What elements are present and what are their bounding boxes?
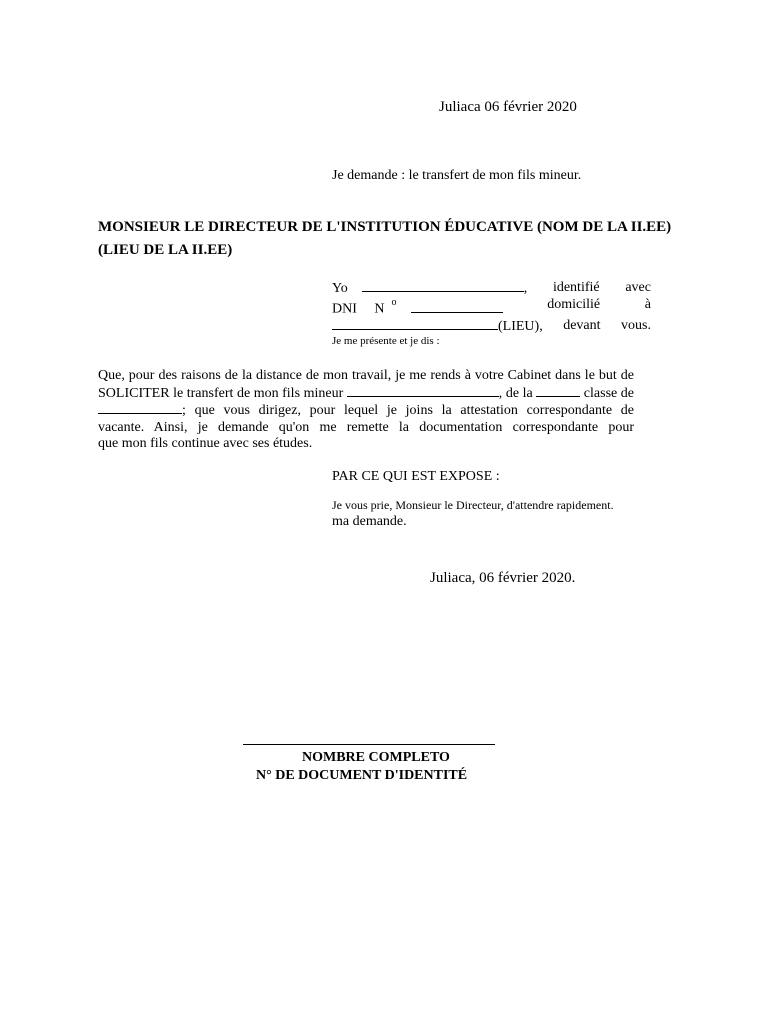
header-date: Juliaca 06 février 2020	[439, 99, 577, 115]
domicilie-label: domicilié	[547, 297, 601, 312]
lieu-label: (LIEU),	[498, 318, 543, 334]
address-blank	[332, 318, 498, 330]
body-line-2: SOLICITER le transfert de mon fils mineur , de la classe de	[98, 385, 634, 401]
identity-block	[332, 280, 651, 348]
body-line-4: vacante. Ainsi, je demande qu'on me remette la documentation correspondante pour	[98, 419, 634, 435]
footer-date: Juliaca, 06 février 2020.	[430, 570, 576, 586]
name-blank	[362, 280, 524, 292]
present-line: Je me présente et je dis :	[332, 334, 440, 347]
subject-line: Je demande : le transfert de mon fils mineur.	[332, 168, 582, 183]
degree-sign: o	[391, 297, 397, 308]
signature-document: N° DE DOCUMENT D'IDENTITÉ	[256, 768, 468, 783]
comma: ,	[523, 281, 528, 296]
a-label: à	[644, 297, 651, 312]
avec-label: avec	[625, 280, 651, 295]
n-label: N	[374, 301, 385, 317]
devant-label: devant	[563, 317, 601, 333]
body-paragraph	[98, 368, 634, 453]
signature-line	[243, 744, 495, 745]
body-line-5: que mon fils continue avec ses études.	[98, 436, 313, 451]
closing-line-2: ma demande.	[332, 514, 407, 529]
dni-label: DNI	[332, 301, 357, 317]
identifie-label: identifié	[552, 280, 600, 295]
body-line-3: ; que vous dirigez, pour lequel je joins la attestation correspondante de	[98, 402, 634, 420]
dni-blank	[411, 301, 503, 313]
yo-label: Yo	[332, 281, 348, 296]
vous-label: vous.	[621, 317, 651, 333]
expose-line: PAR CE QUI EST EXPOSE :	[332, 469, 500, 484]
signature-name: NOMBRE COMPLETO	[302, 750, 450, 765]
recipient-line-2: (LIEU DE LA II.EE)	[98, 242, 233, 258]
closing-line-1: Je vous prie, Monsieur le Directeur, d'attendre rapidement.	[332, 498, 614, 512]
body-line-1: Que, pour des raisons de la distance de mon travail, je me rends à votre Cabinet dans le but de	[98, 368, 634, 383]
recipient-line-1: MONSIEUR LE DIRECTEUR DE L'INSTITUTION ÉDUCATIVE (NOM DE LA II.EE)	[98, 219, 672, 235]
